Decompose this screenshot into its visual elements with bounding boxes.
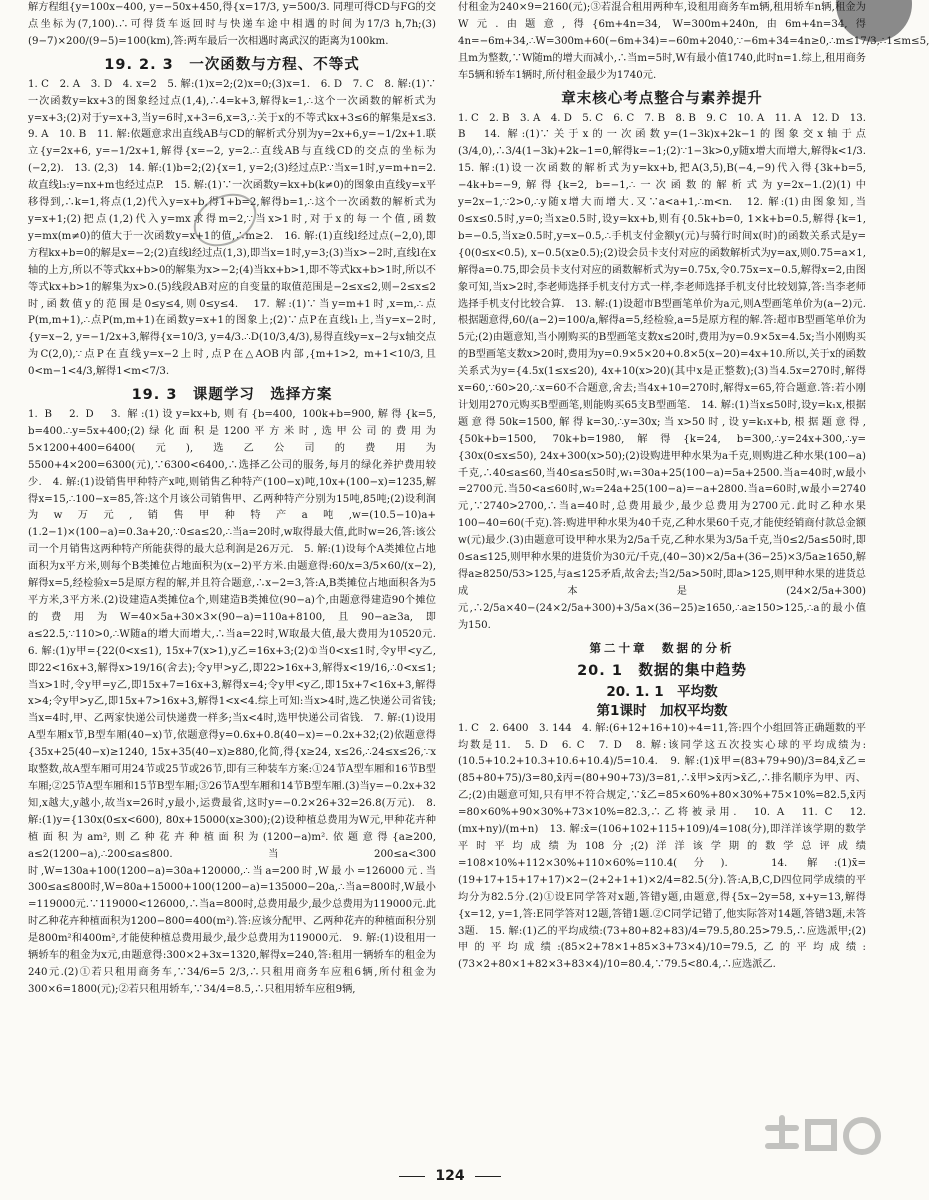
right-para-20-1-1: 1. C 2. 6400 3. 144 4. 解:(6+12+16+10)÷4=11,答:四个小组回答正确题数的平均数是11. 5. D 6. C 7. D 8. 解:该同学这五次投实心球的平均成绩为:(10.5+10.2+10.3+10.6+10.4)/5=10.4. 9. 解:(1)x̄甲=(83+79+90)/3=84,x̄乙=(85+80+75)/3=80,x̄丙=(80+90+73)/3=81,∴x̄甲>x̄丙>x̄乙,∴排名顺序为甲、丙、乙;(2)由题意可知,只有甲不符合规定,∵x̄乙=85×60%+80×30%+75×10%=82.5,x̄丙=80×60%+90×30%+73×10%=82.3,∴乙将被录用. 10. A 11. C 12. (mx+ny)/(m+n) 13. 解:x̄=(106+102+115+109)/4=108(分),即洋洋该学期的数学平时平均成绩为108分;(2)洋洋该学期的数学总评成绩=108×10%+112×30%+110×60%=110.4(分). 14. 解:(1)x̄=(19+17+15+17+17)×2−(2+2+1+1)×2/4=82.5(分).答:A,B,C,D四位同学成绩的平均分为82.5分.(2)①设E同学答对x题,答错y题,由题意,得{5x−2y=58, x+y=13,解得{x=12, y=1,答:E同学答对12题,答错1题.②C同学记错了,他实际答对14题,答错3题,未答3题. 15. 解:(1)乙的平均成绩:(73+80+82+83)/4=79.5,80.25>79.5,∴应选派甲;(2)甲的平均成绩:(85×2+78×1+85×3+73×4)/10=79.5,乙的平均成绩:(73×2+80×1+82×3+83×4)/10=80.4,∵79.5<80.4,∴应选派乙. [458,722,866,971]
section-heading-19-3: 19. 3 课题学习 选择方案 [131,387,333,404]
left-para-19-2-3: 1. C 2. A 3. D 4. x=2 5. 解:(1)x=2;(2)x=0;(3)x=1. 6. D 7. C 8. 解:(1)∵一次函数y=kx+3的图象经过点(1,4),∴4=k+3,解得k=1,∴这个一次函数的解析式为y=x+3;(2)对于y=x+3,当y=6时,x+3=6,x=3,∴关于x的不等式kx+3≤6的解集是x≤3. 9. A 10. B 11. 解:依题意求出直线AB与CD的解析式分别为y=2x+6,y=−1/2x+1.联立{y=2x+6, y=−1/2x+1,解得{x=−2, y=2.∴直线AB与直线CD的交点的坐标为(−2,2). 13. (2,3) 14. 解:(1)b=2;(2){x=1, y=2;(3)经过点P.∵当x=1时,y=m+n=2.故直线l₃:y=nx+m也经过点P. 15. 解:(1)∵一次函数y=kx+b(k≠0)的图象由直线y=x平移得到,∴k=1,将点(1,2)代入y=x+b,得1+b=2,解得b=1,∴这个一次函数的解析式为y=x+1;(2)把点(1,2)代入y=mx求得m=2,∵当x>1时,对于x的每一个值,函数y=mx(m≠0)的值大于一次函数y=x+1的值,∴m≥2. 16. 解:(1)直线l经过点(−2,0),即方程kx+b=0的解是x=−2;(2)直线l经过点(1,3),即当x=1时,y=3;(3)当x>−2时,直线l在x轴的上方,所以不等式kx+b>0的解集为x>−2;(4)当kx+b>1,即不等式kx+b>1时,所以不等式kx+b>1的解集为x>0.(5)线段AB对应的自变量的取值范围是−2≤x≤2,则−2≤x≤2时,函数值y的范围是0≤y≤4,则0≤y≤4. 17. 解:(1)∵当y=m+1时,x=m,∴点P(m,m+1),∴点P(m,m+1)在函数y=x+1的图象上;(2)∵点P在直线l₁上,当y=x−2时,{y=x−2, y=−1/2x+3,解得{x=10/3, y=4/3.∴D(10/3,4/3),易得直线y=x−2与x轴交点为C(2,0),∵点P在直线y=x−2上时,点P在△AOB内部,{m+1>2, m+1<10/3,且0<m−1<4/3,解得1<m<7/3. [28,78,447,378]
page-number-text: 124 [435,1168,465,1184]
chapter-heading-20: 第二十章 数据的分析 [589,640,735,655]
left-para-19-3: 1. B 2. D 3. 解:(1)设y=kx+b,则有{b=400, 100k+b=900,解得{k=5, b=400.∴y=5x+400;(2)绿化面积是1200平方米时,选甲公司的费用为5×1200+400=6400(元),选乙公司的费用为5500+4×200=6300(元),∵6300<6400,∴选择乙公司的服务,每月的绿化养护费用较少. 4. 解:(1)设销售甲种特产x吨,则销售乙种特产(100−x)吨,10x+(100−x)=1235,解得x=15,∴100−x=85,答:这个月该公司销售甲、乙两种特产分别为15吨,85吨;(2)设利润为w万元,销售甲种特产a吨,w=(10.5−10)a+(1.2−1)×(100−a)=0.3a+20,∵0≤a≤20,∴当a=20时,w取得最大值,此时w=26,答:该公司一个月销售这两种特产所能获得的最大总利润是26万元. 5. 解:(1)设每个A类摊位占地面积为x平方米,则每个B类摊位占地面积为(x−2)平方米.由题意得:60/x=3/5×60/(x−2),解得x=5,经检验x=5是原方程的解,并且符合题意,∴x−2=3,答:A,B类摊位占地面积各为5平方米,3平方米.(2)设建造A类摊位a个,则建造B类摊位(90−a)个,由题意得建造90个摊位的费用为W=40×5a+30×3×(90−a)=110a+8100,且90−a≥3a,即a≤22.5,∵110>0,∴W随a的增大而增大,∴当a=22时,W取最大值,最大费用为10520元. 6. 解:(1)y甲={22(0<x≤1), 15x+7(x>1),y乙=16x+3;(2)①当0<x≤1时,令y甲<y乙,即22<16x+3,解得x>19/16(舍去);令y甲>y乙,即22>16x+3,解得x<19/16,∴0<x≤1;当x>1时,令y甲=y乙,即15x+7=16x+3,解得x=4;令y甲<y乙,即15x+7<16x+3,解得x>4;令y甲>y乙,即15x+7>16x+3,解得1<x<4.综上可知:当x>4时,选乙快递公司省钱;当x=4时,甲、乙两家快递公司快递费一样多;当x<4时,选甲快递公司省钱. 7. 解:(1)设用A型车厢x节,B型车厢(40−x)节,依题意得y=0.6x+0.8(40−x)=−0.2x+32;(2)依题意得{35x+25(40−x)≥1240, 15x+35(40−x)≥880,化简,得{x≥24, x≤26,∴24≤x≤26,∵x取整数,故A型车厢可用24节或25节或26节,即有三种装车方案:①24节A型车厢和16节B型车厢;②25节A型车厢和15节B型车厢;③26节A型车厢和14节B型车厢.(3)当y=−0.2x+32知,x越大,y越小,故当x=26时,y最小,运费最省,这时y=−0.2×26+32=26.8(万元). 8. 解:(1)y={130x(0≤x<600), 80x+15000(x≥300);(2)设种植总费用为W元,甲种花卉种植面积为am²,则乙种花卉种植面积为(1200−a)m².依题意得{a≥200, a≤2(1200−a),∴200≤a≤800.当200≤a<300时,W=130a+100(1200−a)=30a+120000,∴当a=200时,W最小=126000元.当300≤a≤800时,W=80a+15000+100(1200−a)=135000−20a,∴当a=800时,W最小=119000元.∵119000<126000,∴当a=800时,总费用最少,最少总费用为119000元.此时乙种花卉种植面积为1200−800=400(m²).答:应该分配甲、乙两种花卉的种植面积分别是800m²和400m²,才能使种植总费用最少,最少总费用为119000元. 9. 解:(1)设租用一辆轿车的租金为x元,由题意得:300×2+3x=1320,解得x=240,答:租用一辆轿车的租金为240元.(2)①若只租用商务车,∵34/6=5 2/3,∴只租用商务车应租6辆,所付租金为300×6=1800(元);②若只租用轿车,∵34/4=8.5,∴只租用轿车应租9辆, [28,409,447,995]
left-para-carryover: 解方程组{y=100x−400, y=−50x+450,得{x=17/3, y=500/3. 同理可得CD与FG的交点坐标为(7,100).∴可得货车返回时与快递车途中相遇的时间为17/3 h,7h;(3)(9−7)×200/(9−5)=100(km),答:两车最后一次相遇时离武汉的距离为100km. [28,2,436,47]
right-para-carryover: 付租金为240×9=2160(元);③若混合租用两种车,设租用商务车m辆,租用轿车n辆,租金为W元.由题意,得{6m+4n=34, W=300m+240n,由6m+4n=34,得4n=−6m+34,∴W=300m+60(−6m+34)=−60m+2040,∵−6m+34=4n≥0,∴m≤17/3,∴1≤m≤5,且m为整数,∵W随m的增大而减小,∴当m=5时,W有最小值1740,此时n=1.综上,租用商务车5辆和轿车1辆时,所付租金最少为1740元. [458,2,929,81]
right-para-chapter-review: 1. C 2. B 3. A 4. D 5. C 6. C 7. B 8. B 9. C 10. A 11. A 12. D 13. B 14. 解:(1)∵关于x的一次函数y=(1−3k)x+2k−1的图象交x轴于点(3/4,0),∴3/4(1−3k)+2k−1=0,解得k=−1;(2)∵1−3k>0,y随x增大而增大,解得k<1/3. 15. 解:(1)设一次函数的解析式为y=kx+b,把A(3,5),B(−4,−9)代入得{3k+b=5, −4k+b=−9,解得{k=2, b=−1,∴一次函数的解析式为y=2x−1.(2)(1)中y=2x−1,∵2>0,∴y随x增大而增大.又∵a<a+1,∴m<n. 12. 解:(1)由图象知,当0≤x≤0.5时,y=0;当x≥0.5时,设y=kx+b,则有{0.5k+b=0, 1×k+b=0.5,解得{k=1, b=−0.5,当x≥0.5时,y=x−0.5,∴手机支付金额y(元)与骑行时间x(时)的函数关系式是y={0(0≤x<0.5), x−0.5(x≥0.5);(2)设会员卡支付对应的函数解析式为y=ax,则0.75=a×1,解得a=0.75,即会员卡支付对应的函数解析式为y=0.75x,令0.75x=x−0.5,解得x=2,由图象可知,当x>2时,李老师选择手机支付方式一样,李老师选择手机支付比较划算,答:当李老师选择手机支付比较合算. 13. 解:(1)设超市B型画笔单价为a元,则A型画笔单价为(a−2)元.根据题意得,60/(a−2)=100/a,解得a=5,经检验,a=5是原方程的解.答:超市B型画笔单价为5元;(2)由题意知,当小刚购买的B型画笔支数x≤20时,费用为y=0.9×5x=4.5x;当小刚购买的B型画笔支数x>20时,费用为y=0.9×5×20+0.8×5(x−20)=4x+10.所以,关于x的函数关系式为y={4.5x(1≤x≤20), 4x+10(x>20)(其中x是正整数);(3)当4.5x=270时,解得x=60,∵60>20,∴x=60不合题意,舍去;当4x+10=270时,解得x=65,符合题意.答:若小刚计划用270元购买B型画笔,则能购买65支B型画笔. 14. 解:(1)当x≤50时,设y=k₁x,根据题意得50k=1500,解得k=30,∴y=30x;当x>50时,设y=k₁x+b,根据题意得,{50k+b=1500, 70k+b=1980,解得{k=24, b=300,∴y=24x+300,∴y={30x(0≤x≤50), 24x+300(x>50);(2)设购进甲种水果为a千克,则购进乙种水果(100−a)千克,∴40≤a≤60,当40≤a≤50时,w₁=30a+25(100−a)=5a+2500.当a=40时,w最小=2700元.当50<a≤60时,w₂=24a+25(100−a)=−a+2800.当a=60时,w最小=2740元,∵2740>2700,∴当a=40时,总费用最少,最少总费用为2700元.此时乙种水果100−40=60(千克).答:购进甲种水果为40千克,乙种水果60千克,才能使经销商付款总金额w(元)最少.(3)由题意可设甲种水果为2/5a千克,乙种水果为3/5a千克,当0≤2/5a≤50时,即0≤a≤125,则甲种水果的进货价为30元/千克,(40−30)×2/5a+(36−25)×3/5a≥1650,解得a≥8250/53>125,与a≤125矛盾,故舍去;当2/5a>50时,即a>125,则甲种水果的进货总成本是(24×2/5a+300)元,∴2/5a×40−(24×2/5a+300)+3/5a×(36−25)≥1650,∴a≥150>125,∴a的最小值为150. [458,112,877,631]
lesson-heading-weighted-mean: 第1课时 加权平均数 [596,702,728,719]
right-column [458,0,929,1155]
left-column [28,0,447,1155]
section-heading-chapter-review: 章末核心考点整合与素养提升 [561,90,763,107]
page-number [0,1168,900,1184]
section-heading-20-1: 20. 1 数据的集中趋势 [577,662,747,679]
subsection-heading-20-1-1: 20. 1. 1 平均数 [606,683,718,700]
section-heading-19-2-3: 19. 2. 3 一次函数与方程、不等式 [104,56,360,73]
page-number-left-rule [399,1176,425,1177]
page-number-right-rule [475,1176,501,1177]
